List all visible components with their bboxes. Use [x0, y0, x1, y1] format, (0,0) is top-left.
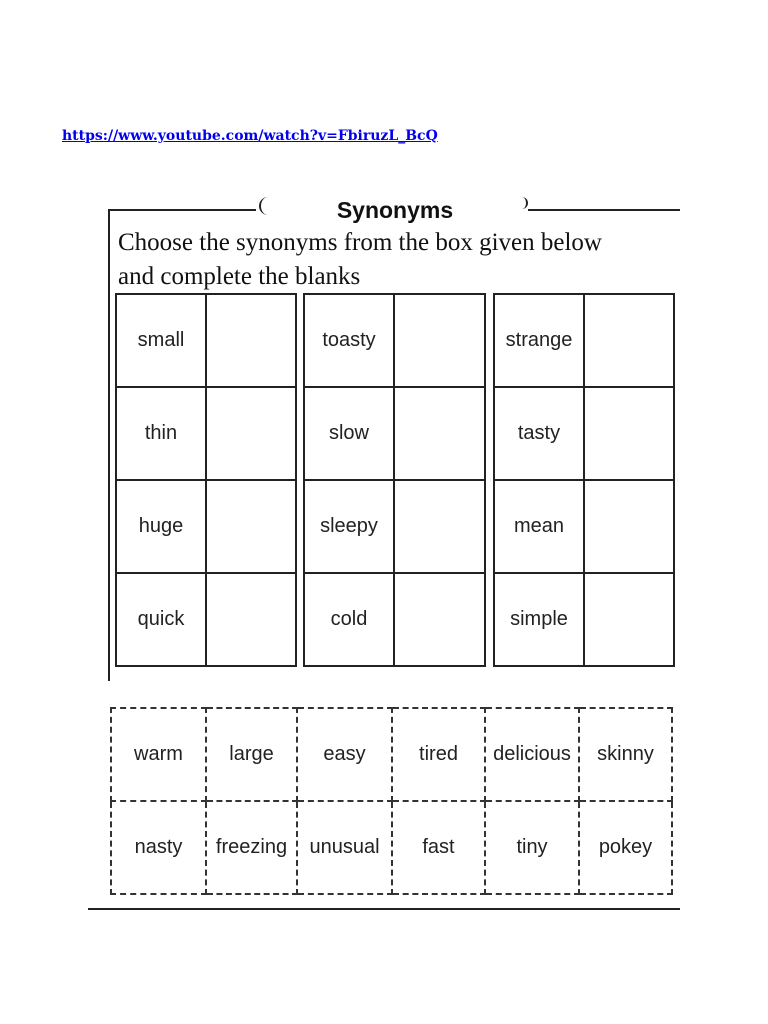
word-cell: simple	[494, 573, 584, 666]
youtube-link[interactable]: https://www.youtube.com/watch?v=FbiruzL_BcQ	[62, 128, 438, 144]
table-row	[494, 480, 674, 573]
left-border	[108, 209, 110, 681]
instructions-line-1: Choose the synonyms from the box given below	[118, 229, 602, 256]
word-bank-item: tiny	[485, 801, 579, 894]
word-cell: thin	[116, 387, 206, 480]
instructions-line-2: and complete the blanks	[118, 263, 361, 290]
word-bank-item: freezing	[206, 801, 297, 894]
word-cell: mean	[494, 480, 584, 573]
word-cell: toasty	[304, 294, 394, 387]
instructions	[118, 226, 678, 294]
table-row	[116, 573, 296, 666]
worksheet-title: Synonyms	[336, 197, 454, 223]
word-cell: slow	[304, 387, 394, 480]
table-row	[304, 480, 485, 573]
answer-blank	[584, 387, 674, 480]
table-row	[494, 294, 674, 387]
answer-blank	[394, 573, 485, 666]
answer-blank	[394, 480, 485, 573]
word-bank-item: fast	[392, 801, 485, 894]
word-cell: quick	[116, 573, 206, 666]
table-row	[304, 573, 485, 666]
bracket-right-decoration	[520, 197, 528, 209]
answer-blank	[206, 480, 296, 573]
word-bank-row	[111, 801, 672, 894]
word-bank-item: warm	[111, 708, 206, 801]
bottom-rule	[88, 908, 680, 910]
answer-blank	[584, 573, 674, 666]
word-bank-item: skinny	[579, 708, 672, 801]
answer-blank	[584, 480, 674, 573]
word-cell: strange	[494, 294, 584, 387]
table-row	[116, 294, 296, 387]
synonym-table-2	[303, 293, 486, 667]
answer-blank	[206, 387, 296, 480]
synonym-table-1	[115, 293, 297, 667]
word-cell: huge	[116, 480, 206, 573]
table-row	[494, 573, 674, 666]
answer-blank	[206, 294, 296, 387]
bracket-left-decoration	[259, 197, 269, 215]
word-bank-item: easy	[297, 708, 392, 801]
word-bank-item: delicious	[485, 708, 579, 801]
word-bank-item: unusual	[297, 801, 392, 894]
word-bank-item: pokey	[579, 801, 672, 894]
word-bank-row	[111, 708, 672, 801]
word-cell: tasty	[494, 387, 584, 480]
word-cell: small	[116, 294, 206, 387]
answer-blank	[206, 573, 296, 666]
top-border-left	[108, 209, 256, 211]
synonym-table-3	[493, 293, 675, 667]
answer-blank	[584, 294, 674, 387]
word-bank-item: tired	[392, 708, 485, 801]
top-border-right	[528, 209, 680, 211]
word-bank-item: large	[206, 708, 297, 801]
answer-blank	[394, 387, 485, 480]
answer-blank	[394, 294, 485, 387]
table-row	[304, 387, 485, 480]
table-row	[116, 387, 296, 480]
table-row	[116, 480, 296, 573]
table-row	[494, 387, 674, 480]
word-cell: cold	[304, 573, 394, 666]
word-cell: sleepy	[304, 480, 394, 573]
word-bank	[110, 707, 673, 895]
table-row	[304, 294, 485, 387]
word-bank-item: nasty	[111, 801, 206, 894]
